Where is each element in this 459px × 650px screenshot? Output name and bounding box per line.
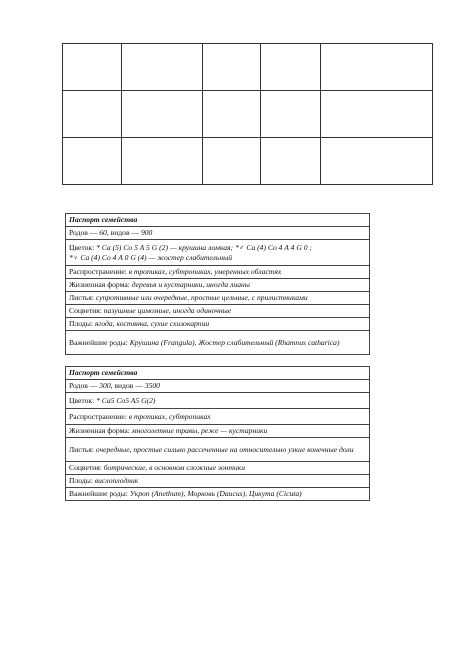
table-cell <box>321 91 433 138</box>
table-cell <box>122 91 203 138</box>
table-row <box>63 138 433 185</box>
passport-distribution: Распространение: в тропиках, субтропиках, умеренных областях <box>66 266 370 279</box>
passport-genera: Важнейшие роды: Укроп (Anethum), Морковь (Daucus), Цикута (Cicuta) <box>66 488 370 501</box>
table-cell <box>321 138 433 185</box>
flower-formula-a: * Ca (5) Co 5 A 5 G (2) — крушина ломкая; *♂ Ca (4) Co 4 A 4 G 0 ; <box>96 243 312 253</box>
passport-flower: Цветок: * Ca5 Co5 A5 G(2) <box>66 393 370 409</box>
passport-inflorescence: Соцветия: пазушные цимозные, иногда одиночные <box>66 305 370 318</box>
table-cell <box>63 44 122 91</box>
passport-header: Паспорт семейства <box>66 367 370 380</box>
passport-counts: Родов — 60, видов — 900 <box>66 227 370 240</box>
table-cell <box>63 91 122 138</box>
table-cell <box>122 44 203 91</box>
table-cell <box>261 138 321 185</box>
passport-fruits: Плоды: вислоплодник <box>66 475 370 488</box>
flower-formula: * Ca5 Co5 A5 G(2) <box>96 395 156 405</box>
table-cell <box>203 91 261 138</box>
empty-table <box>62 43 433 185</box>
passport-leaves: Листья: супротивные или очередные, простые цельные, с прилистниками <box>66 292 370 305</box>
passport-header: Паспорт семейства <box>66 214 370 227</box>
table-cell <box>122 138 203 185</box>
flower-formula-b: *♀ Ca (4) Co 4 A 0 G (4) — жостер слабительный <box>69 252 233 262</box>
family-passport-rhamnaceae <box>65 213 370 355</box>
passport-inflorescence: Соцветия: ботрические, в основном сложные зонтики <box>66 462 370 475</box>
table-cell <box>261 44 321 91</box>
family-passport-apiaceae <box>65 366 370 501</box>
passport-life-form: Жизненная форма: многолетние травы, реже — кустарники <box>66 425 370 438</box>
table-cell <box>63 138 122 185</box>
table-row <box>63 44 433 91</box>
passport-leaves: Листья: очередные, простые сильно рассеченные на относительно узкие конечные доли <box>66 438 370 462</box>
passport-genera: Важнейшие роды: Крушина (Frangula), Жостер слабительный (Rhamnus catharica) <box>66 331 370 355</box>
table-cell <box>203 138 261 185</box>
table-row <box>63 91 433 138</box>
passport-life-form: Жизненная форма: деревья и кустарники, иногда лианы <box>66 279 370 292</box>
table-cell <box>203 44 261 91</box>
table-cell <box>321 44 433 91</box>
table-cell <box>261 91 321 138</box>
passport-distribution: Распространение: в тропиках, субтропиках <box>66 409 370 425</box>
passport-fruits: Плоды: ягода, костянка, сухие схизокарпии <box>66 318 370 331</box>
passport-counts: Родов — 300, видов — 3500 <box>66 380 370 393</box>
passport-flower: Цветок: * Ca (5) Co 5 A 5 G (2) — крушина ломкая; *♂ Ca (4) Co 4 A 4 G 0 ; *♀ Ca (4) Co 4 A 0 G (4) — жостер слабительный <box>66 240 370 266</box>
